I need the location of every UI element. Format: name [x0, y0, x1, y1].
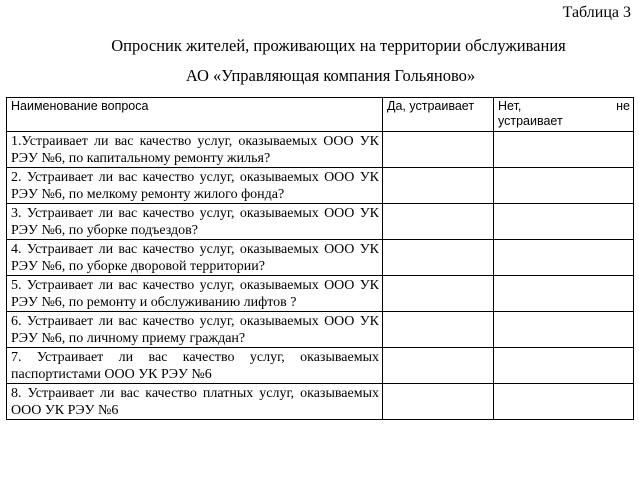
answer-yes-cell[interactable]: [383, 132, 494, 168]
answer-no-cell[interactable]: [494, 312, 634, 348]
answer-yes-cell[interactable]: [383, 276, 494, 312]
table-row: [7, 168, 634, 204]
header-question: Наименование вопроса: [7, 98, 383, 132]
question-cell: 3. Устраивает ли вас качество услуг, оказываемых ООО УК РЭУ №6, по уборке подъездов?: [7, 204, 383, 240]
header-no-part1: Нет,: [498, 99, 522, 113]
answer-no-cell[interactable]: [494, 276, 634, 312]
header-yes: Да, устраивает: [383, 98, 494, 132]
table-header-row: [7, 98, 634, 132]
document-title-line-2: АО «Управляющая компания Гольяново»: [185, 66, 476, 85]
survey-table: [6, 97, 634, 420]
question-cell: 7. Устраивает ли вас качество услуг, оказываемых паспортистами ООО УК РЭУ №6: [7, 348, 383, 384]
question-cell: 8. Устраивает ли вас качество платных услуг, оказываемых ООО УК РЭУ №6: [7, 384, 383, 420]
answer-yes-cell[interactable]: [383, 312, 494, 348]
table-row: [7, 132, 634, 168]
table-row: [7, 384, 634, 420]
answer-no-cell[interactable]: [494, 348, 634, 384]
document-title-line-1: Опросник жителей, проживающих на территории обслуживания: [111, 36, 566, 55]
header-no-part2: не: [616, 99, 630, 113]
question-cell: 5. Устраивает ли вас качество услуг, оказываемых ООО УК РЭУ №6, по ремонту и обслуживанию лифтов ?: [7, 276, 383, 312]
answer-no-cell[interactable]: [494, 204, 634, 240]
header-no-part3: устраивает: [498, 114, 563, 128]
answer-no-cell[interactable]: [494, 240, 634, 276]
answer-yes-cell[interactable]: [383, 204, 494, 240]
answer-yes-cell[interactable]: [383, 240, 494, 276]
table-number: Таблица 3: [562, 4, 631, 21]
question-cell: 2. Устраивает ли вас качество услуг, оказываемых ООО УК РЭУ №6, по мелкому ремонту жилого фонда?: [7, 168, 383, 204]
table-row: [7, 204, 634, 240]
question-cell: 1.Устраивает ли вас качество услуг, оказываемых ООО УК РЭУ №6, по капитальному ремонту жилья?: [7, 132, 383, 168]
table-row: [7, 312, 634, 348]
question-cell: 4. Устраивает ли вас качество услуг, оказываемых ООО УК РЭУ №6, по уборке дворовой территории?: [7, 240, 383, 276]
answer-yes-cell[interactable]: [383, 168, 494, 204]
header-no: [494, 98, 634, 132]
answer-no-cell[interactable]: [494, 132, 634, 168]
answer-yes-cell[interactable]: [383, 384, 494, 420]
table-row: [7, 240, 634, 276]
answer-no-cell[interactable]: [494, 168, 634, 204]
answer-no-cell[interactable]: [494, 384, 634, 420]
answer-yes-cell[interactable]: [383, 348, 494, 384]
table-row: [7, 348, 634, 384]
question-cell: 6. Устраивает ли вас качество услуг, оказываемых ООО УК РЭУ №6, по личному приему граждан?: [7, 312, 383, 348]
table-row: [7, 276, 634, 312]
